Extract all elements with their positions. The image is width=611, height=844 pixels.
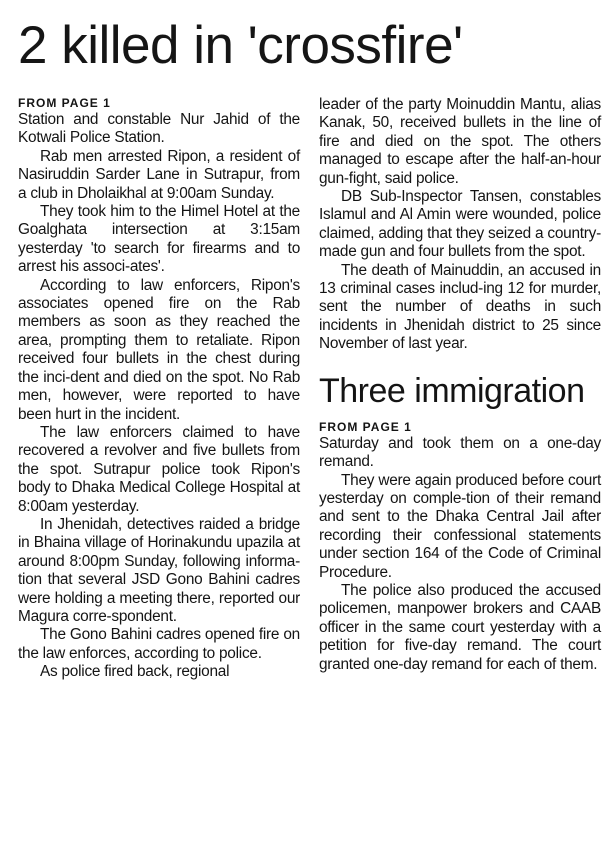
- paragraph: The law enforcers claimed to have recovered a revolver and five bullets from the spot. Sutrapur police took Ripon's body to Dhaka Medical College Hospital at 8:00am yesterday.: [18, 423, 300, 515]
- paragraph: The death of Mainuddin, an accused in 13 criminal cases includ-ing 12 for murder, sent the number of deaths in such incidents in Jhenidah district to 25 since November of last year.: [319, 261, 601, 353]
- paragraph: DB Sub-Inspector Tansen, constables Islamul and Al Amin were wounded, police claimed, adding that they seized a country-made gun and four bullets from the spot.: [319, 188, 601, 261]
- paragraph: Station and constable Nur Jahid of the Kotwali Police Station.: [18, 111, 300, 147]
- story-kicker: FROM PAGE 1: [18, 96, 111, 110]
- headline: 2 killed in 'crossfire': [18, 16, 463, 75]
- paragraph: In Jhenidah, detectives raided a bridge in Bhaina village of Horinakundu upazila at around 8:00pm Sunday, following informa-tion that several JSD Gono Bahini cadres were holding a meeting there, reported our Magura corre-spondent.: [18, 515, 300, 625]
- story-body-right: [319, 96, 601, 354]
- story-body-left: [18, 111, 300, 682]
- paragraph: They took him to the Himel Hotel at the Goalghata intersection at 3:15am yesterday 'to search for firearms and to arrest his associ-ates'.: [18, 203, 300, 276]
- second-headline: Three immigration: [319, 371, 585, 410]
- second-story-kicker: FROM PAGE 1: [319, 419, 412, 434]
- paragraph: Saturday and took them on a one-day remand.: [319, 434, 601, 471]
- paragraph: As police fired back, regional: [40, 663, 230, 681]
- column-left: [18, 96, 300, 682]
- second-story-body: [319, 435, 601, 674]
- paragraph: leader of the party Moinuddin Mantu, alias Kanak, 50, received bullets in the line of fire and died on the spot. The others managed to escape after the half-an-hour gun-fight, said police.: [319, 96, 601, 187]
- paragraph: The Gono Bahini cadres opened fire on the law enforces, according to police.: [18, 626, 300, 662]
- paragraph: The police also produced the accused policemen, manpower brokers and CAAB officer in the same court yesterday with a petition for five-day remand. The court granted one-day remand for each of them.: [319, 581, 601, 673]
- paragraph: They were again produced before court yesterday on comple-tion of their remand and sent to the Dhaka Central Jail after recording their confessional statements under section 164 of the Code of Criminal Procedure.: [319, 471, 601, 581]
- paragraph: According to law enforcers, Ripon's associates opened fire on the Rab members as soon as they reached the area, prompting them to retaliate. Ripon received four bullets in the chest during the inci-dent and died on the spot. No Rab men, however, were reported to have been hurt in the incident.: [18, 276, 300, 423]
- column-right: [319, 96, 601, 674]
- paragraph: Rab men arrested Ripon, a resident of Nasiruddin Sarder Lane in Sutrapur, from a club in Dholaikhal at 9:00am Sunday.: [18, 147, 300, 202]
